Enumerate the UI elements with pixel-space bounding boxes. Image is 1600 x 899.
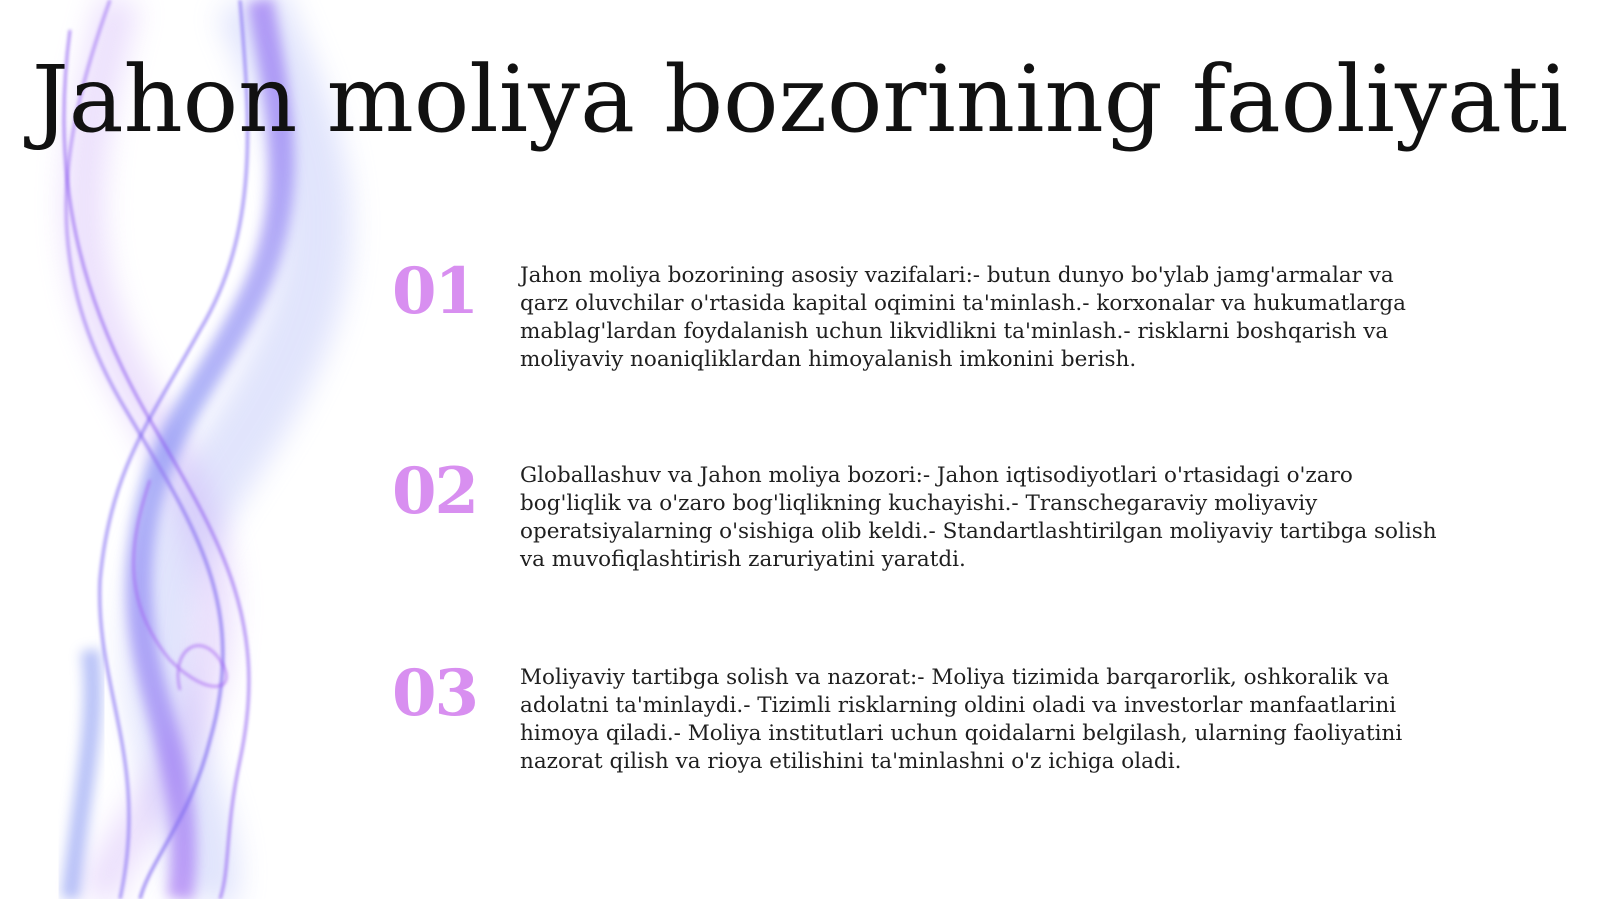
- item-number: 02: [392, 454, 478, 529]
- item-text: Moliyaviy tartibga solish va nazorat:- Moliya tizimida barqarorlik, oshkoralik va adolatni ta'minlaydi.- Tizimli risklarning oldini oladi va investorlar manfaatlarini himoya qiladi.- Moliya institutlari uchun qoidalarni belgilash, ularning faoliyatini nazorat qilish va rioya etilishini ta'minlashni o'z ichiga oladi.: [520, 665, 1403, 774]
- list-item-01: [392, 254, 1442, 402]
- item-number: 03: [392, 656, 478, 731]
- item-number: 01: [392, 254, 478, 329]
- item-text: Jahon moliya bozorining asosiy vazifalari:- butun dunyo bo'ylab jamg'armalar va qarz oluvchilar o'rtasida kapital oqimini ta'minlash.- korxonalar va hukumatlarga mablag'lardan foydalanish uchun likvidlikni ta'minlash.- risklarni boshqarish va moliyaviy noaniqliklardan himoyalanish imkonini berish.: [520, 263, 1406, 372]
- list-item-03: [392, 656, 1442, 804]
- list-item-02: [392, 454, 1442, 602]
- item-text: Globallashuv va Jahon moliya bozori:- Jahon iqtisodiyotlari o'rtasidagi o'zaro bog'liqlik va o'zaro bog'liqlikning kuchayishi.- Transchegaraviy moliyaviy operatsiyalarning o'sishiga olib keldi.- Standartlashtirilgan moliyaviy tartibga solish va muvofiqlashtirish zaruriyatini yaratdi.: [520, 463, 1437, 572]
- slide-title: Jahon moliya bozorining faoliyati: [31, 46, 1569, 153]
